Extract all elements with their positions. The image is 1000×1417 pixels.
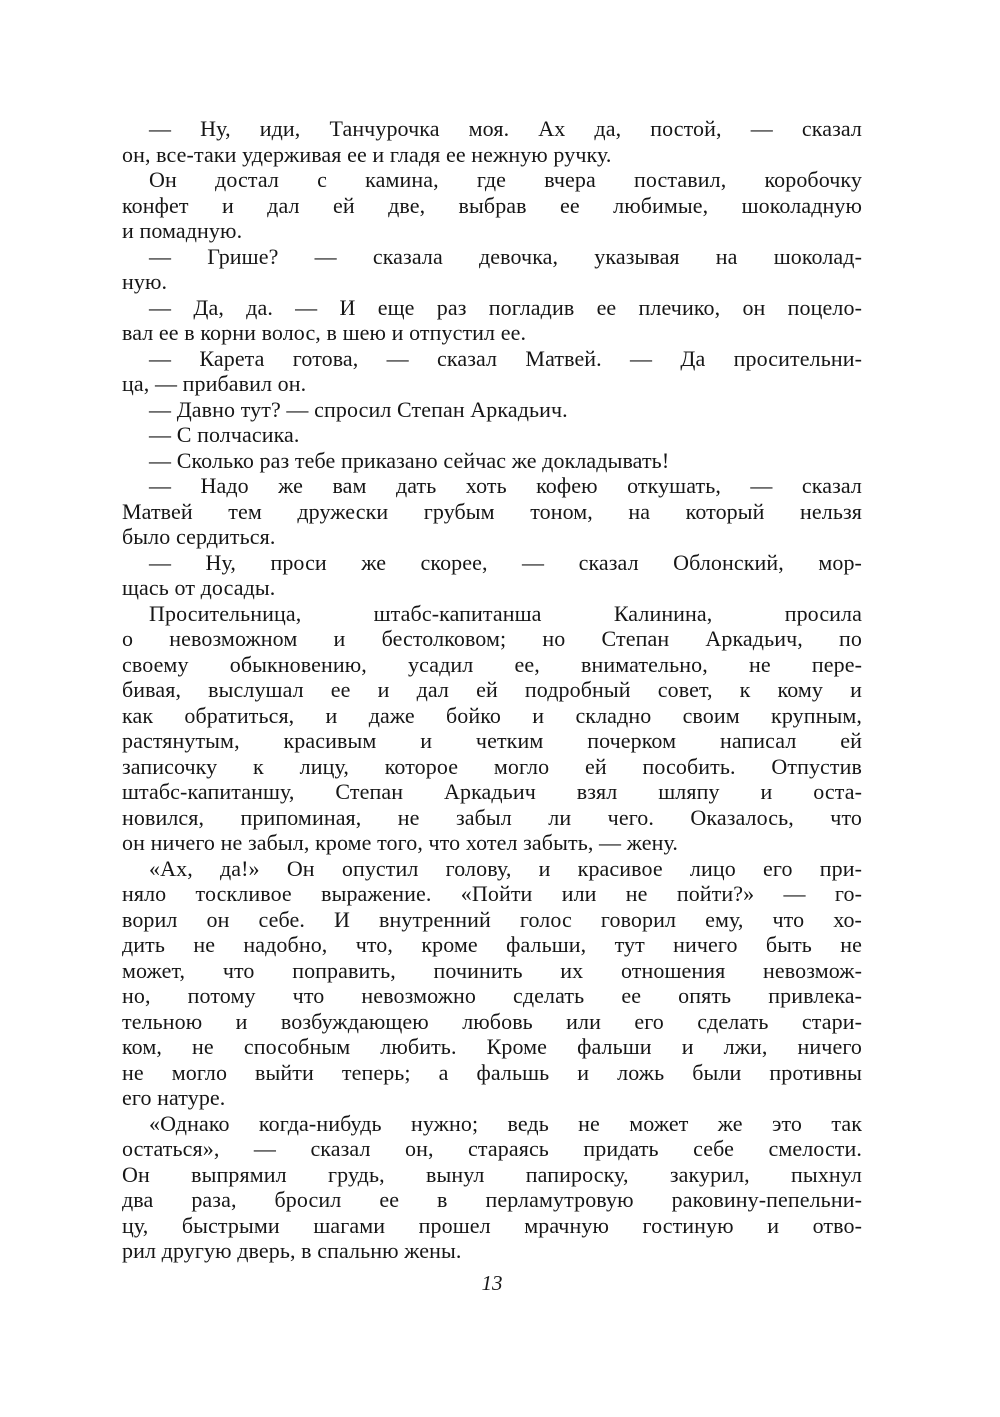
text-line: цу, быстрыми шагами прошел мрачную гостиную и отво- (122, 1212, 862, 1238)
text-line: — Грише? — сказала девочка, указывая на шоколад- (149, 243, 862, 269)
text-line: два раза, бросил ее в перламутровую раковину-пепельни- (122, 1187, 862, 1212)
text-line: своему обыкновению, усадил ее, внимательно, не пере- (122, 651, 862, 677)
text-line: может, что поправить, починить их отношения невозмож- (122, 957, 862, 983)
text-line: ком, не способным любить. Кроме фальши и лжи, ничего (122, 1034, 862, 1059)
paragraph (122, 397, 862, 423)
text-line: — Карета готова, — сказал Матвей. — Да просительни- (149, 345, 862, 371)
text-line: он, все-таки удерживая ее и гладя ее нежную ручку. (122, 141, 612, 167)
paragraph (122, 295, 862, 346)
text-line: ца, — прибавил он. (122, 371, 307, 396)
paragraph (122, 550, 862, 601)
paragraph (122, 1111, 862, 1264)
text-line: тельною и возбуждающею любовь или его сделать стари- (122, 1008, 862, 1034)
page-number: 13 (481, 1270, 503, 1295)
text-line: щась от досады. (122, 575, 276, 600)
paragraph (122, 856, 862, 1111)
paragraph (122, 116, 862, 167)
text-line: бивая, выслушал ее и дал ей подробный совет, к кому и (122, 677, 862, 702)
text-line: дить не надобно, что, кроме фальши, тут ничего быть не (122, 932, 862, 957)
text-line: — Ну, проси же скорее, — сказал Облонский, мор- (149, 549, 862, 575)
text-line: — Давно тут? — спросил Степан Аркадьич. (149, 396, 568, 422)
text-line: «Однако когда-нибудь нужно; ведь не может же это так (149, 1110, 862, 1136)
text-line: — Ну, иди, Танчурочка моя. Ах да, постой, — сказал (149, 116, 862, 141)
text-line: ворил он себе. И внутренний голос говорил ему, что хо- (122, 906, 862, 932)
text-line: ную. (122, 269, 168, 294)
text-line: «Ах, да!» Он опустил голову, и красивое лицо его при- (149, 855, 862, 881)
text-line: как обратиться, и даже бойко и складно своим крупным, (122, 702, 862, 728)
text-line: — С полчасика. (149, 422, 300, 447)
text-line: няло тоскливое выражение. «Пойти или не пойти?» — го- (122, 881, 862, 906)
text-line: растянутым, красивым и четким почерком написал ей (122, 728, 862, 753)
text-line: но, потому что невозможно сделать ее опять привлека- (122, 983, 862, 1008)
text-line: не могло выйти теперь; а фальшь и ложь были противны (122, 1059, 862, 1085)
page-text (122, 116, 862, 1296)
text-line: Матвей тем дружески грубым тоном, на который нельзя (122, 498, 862, 524)
text-line: рил другую дверь, в спальню жены. (122, 1238, 462, 1263)
text-line: он ничего не забыл, кроме того, что хотел забыть, — жену. (122, 830, 678, 855)
text-line: конфет и дал ей две, выбрав ее любимые, шоколадную (122, 192, 862, 218)
text-line: Он достал с камина, где вчера поставил, коробочку (149, 167, 862, 192)
text-line: остаться», — сказал он, стараясь придать себе смелости. (122, 1136, 862, 1161)
paragraph (122, 346, 862, 397)
text-line: новился, припоминая, не забыл ли чего. Оказалось, что (122, 804, 862, 830)
text-line: штабс-капитаншу, Степан Аркадьич взял шляпу и оста- (122, 779, 862, 804)
text-line: Просительница, штабс-капитанша Калинина, просила (149, 600, 862, 626)
paragraph (122, 422, 862, 448)
text-line: — Да, да. — И еще раз погладив ее плечико, он поцело- (149, 294, 862, 320)
paragraph (122, 601, 862, 856)
paragraph (122, 473, 862, 550)
text-line: Он выпрямил грудь, вынул папироску, закурил, пыхнул (122, 1161, 862, 1187)
text-line: — Надо же вам дать хоть кофею откушать, — сказал (149, 473, 862, 498)
paragraph (122, 244, 862, 295)
text-line: о невозможном и бестолковом; но Степан Аркадьич, по (122, 626, 862, 651)
text-line: было сердиться. (122, 524, 276, 549)
text-line: вал ее в корни волос, в шею и отпустил ее. (122, 320, 527, 345)
paragraph (122, 448, 862, 474)
paragraph (122, 167, 862, 244)
text-line: — Сколько раз тебе приказано сейчас же докладывать! (149, 447, 670, 473)
text-line: записочку к лицу, которое могло ей пособить. Отпустив (122, 753, 862, 779)
text-line: и помадную. (122, 218, 243, 243)
text-line: его натуре. (122, 1085, 226, 1110)
